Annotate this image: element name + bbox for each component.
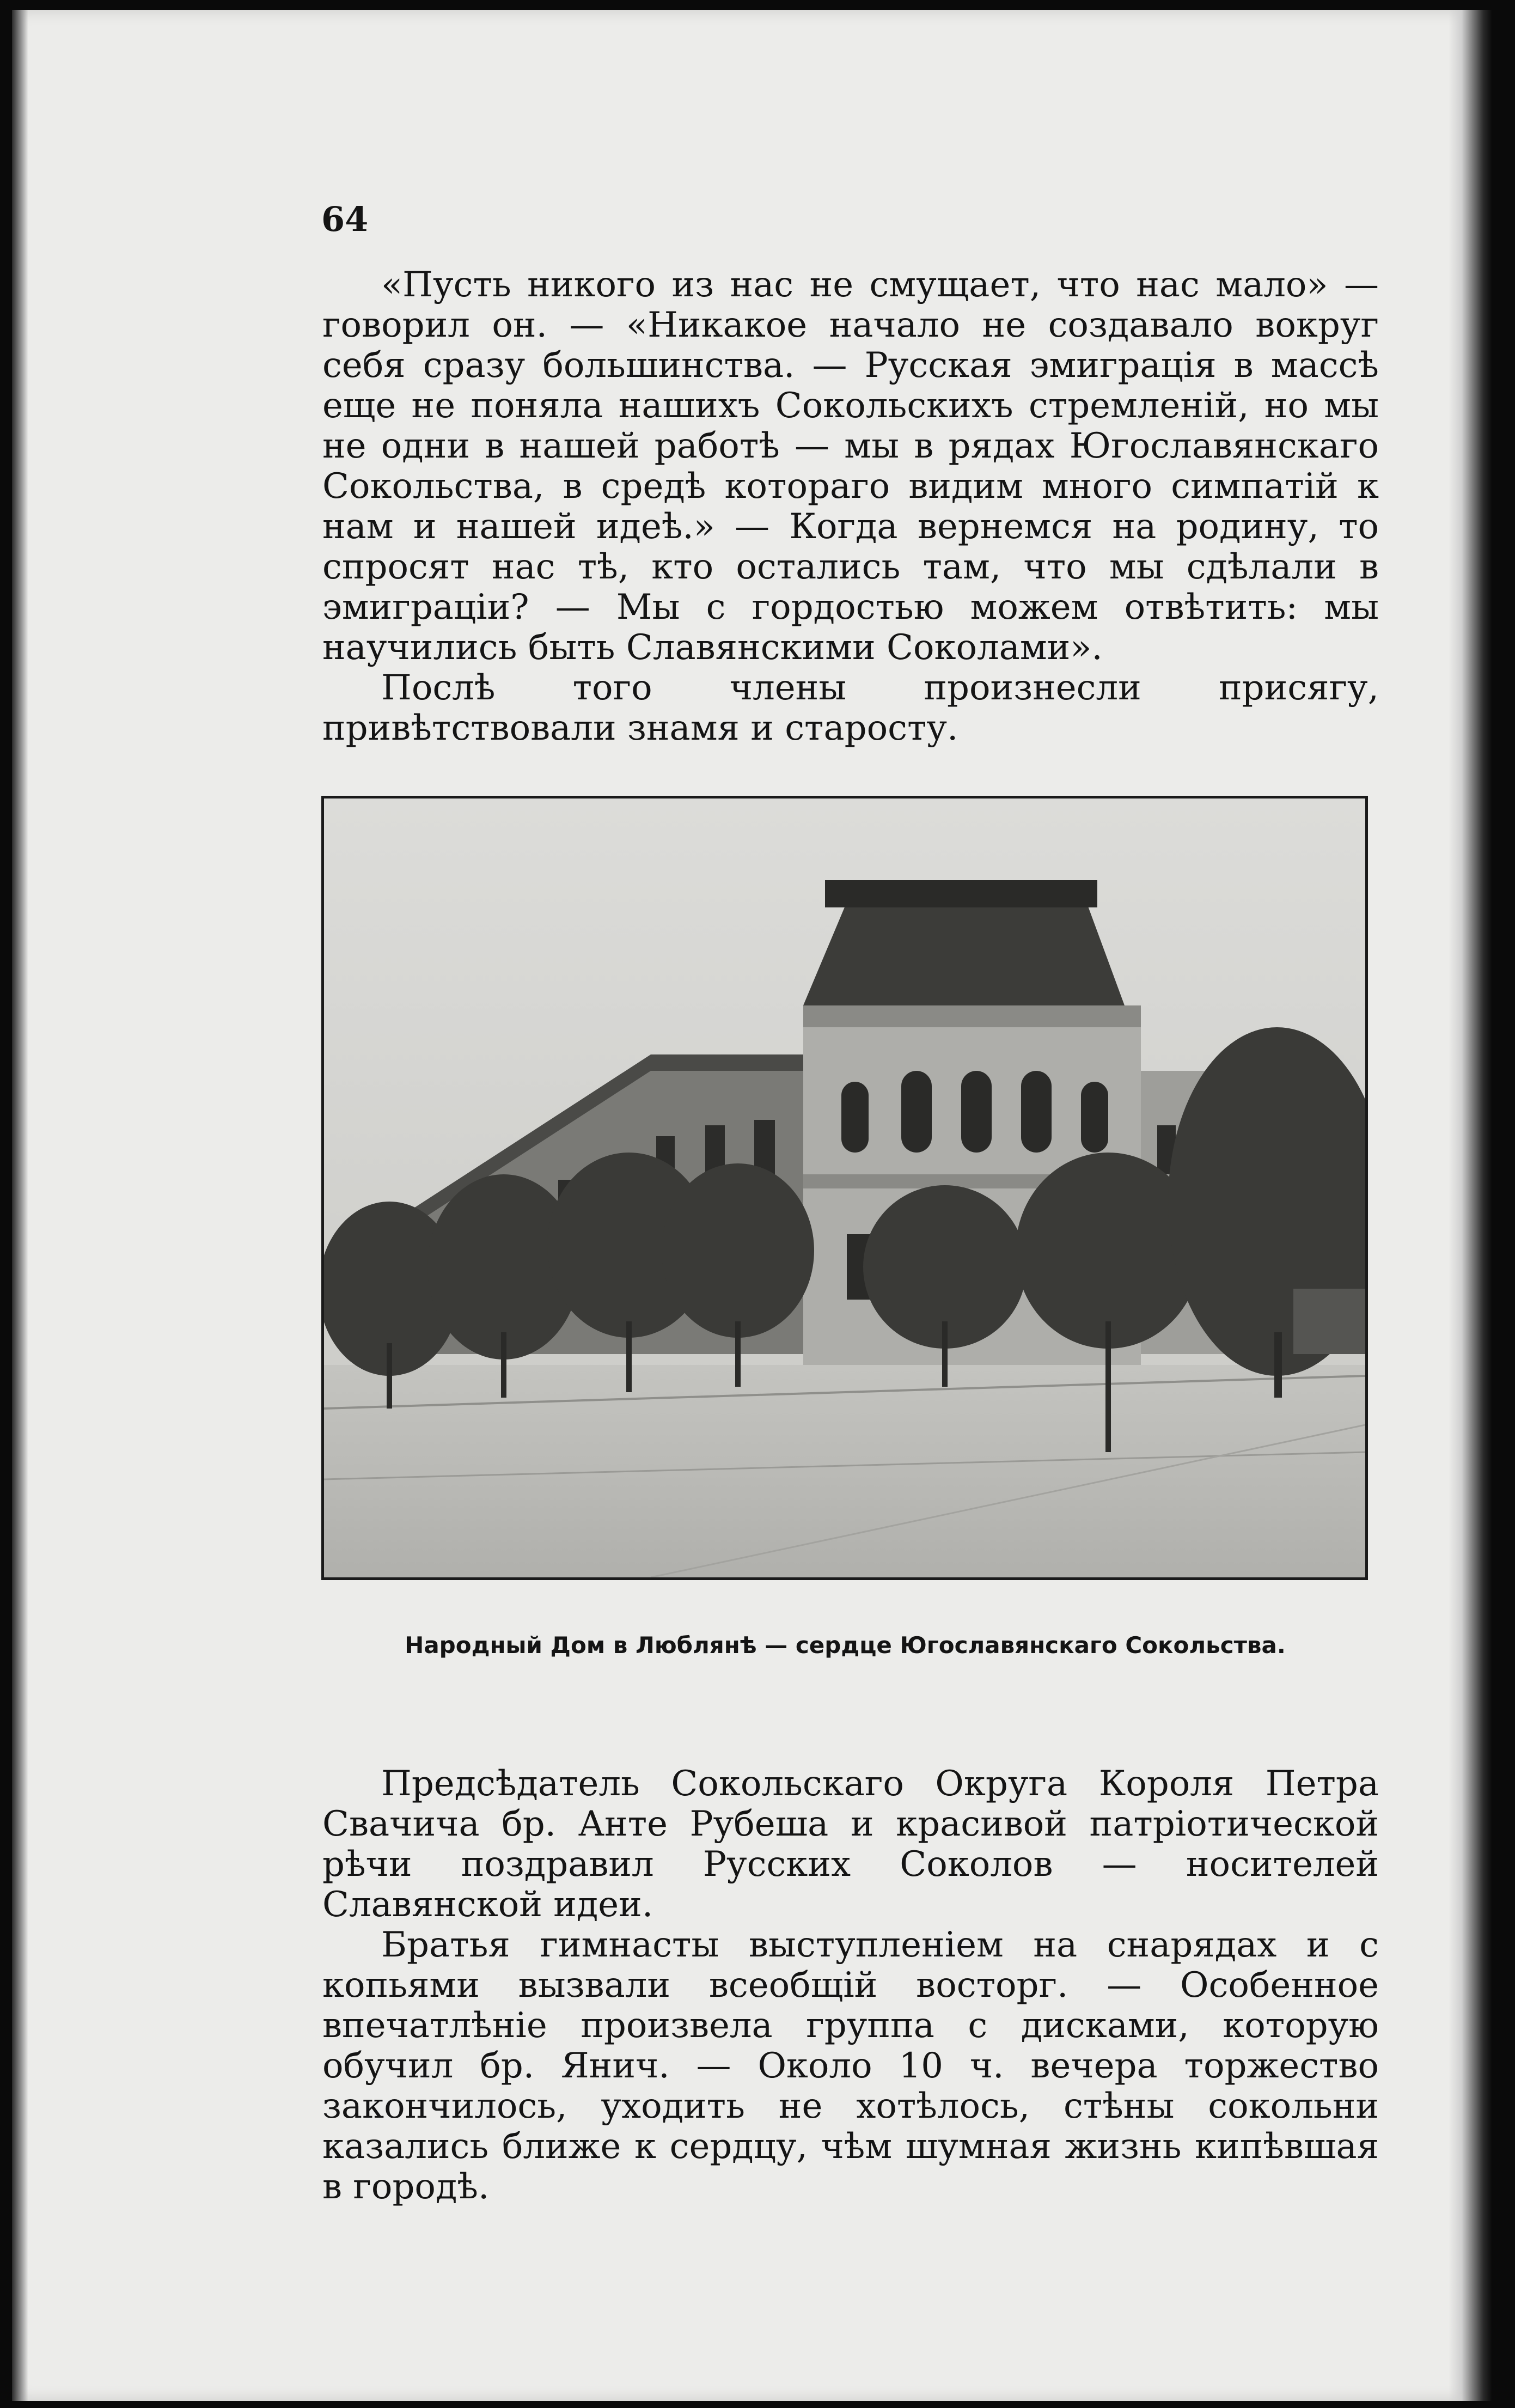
narodni-dom-illustration [324,798,1365,1577]
book-page [12,10,1492,2401]
text-block-bottom [322,1764,1379,2207]
building-photo [321,796,1368,1580]
paragraph: Братья гимнасты выступленіем на снарядах и с копьями вызвали всеобщій восторг. — Особенное впечатлѣніе произвела группа с дисками, которую обучил бр. Янич. — Около 10 ч. вечера торжество закончилось, уходить не хотѣлось, стѣны сокольни казались ближе к сердцу, чѣм шумная жизнь кипѣвшая в городѣ. [322,1925,1379,2207]
paragraph: «Пусть никого из нас не смущает, что нас мало» — говорил он. — «Никакое начало не создавало вокруг себя сразу большинства. — Русская эмиграція в массѣ еще не поняла нашихъ Сокольскихъ стремленій, но мы не одни в нашей работѣ — мы в рядах Югославянскаго Сокольства, в средѣ котораго видим много симпатій к нам и нашей идеѣ.» — Когда вернемся на родину, то спросят нас тѣ, кто остались там, что мы сдѣлали в эмиграціи? — Мы с гордостью можем отвѣтить: мы научились быть Славянскими Соколами». [322,265,1379,668]
paragraph: Послѣ того члены произнесли присягу, привѣтствовали знамя и старосту. [322,668,1379,748]
text-block-top [322,265,1379,748]
paragraph: Предсѣдатель Сокольскаго Округа Короля Петра Свачича бр. Анте Рубеша и красивой патріотической рѣчи поздравил Русских Соколов — носителей Славянской идеи. [322,1764,1379,1925]
page-number: 64 [321,199,369,239]
figure-caption: Народный Дом в Люблянѣ — сердце Югославянскаго Сокольства. [405,1632,1286,1659]
